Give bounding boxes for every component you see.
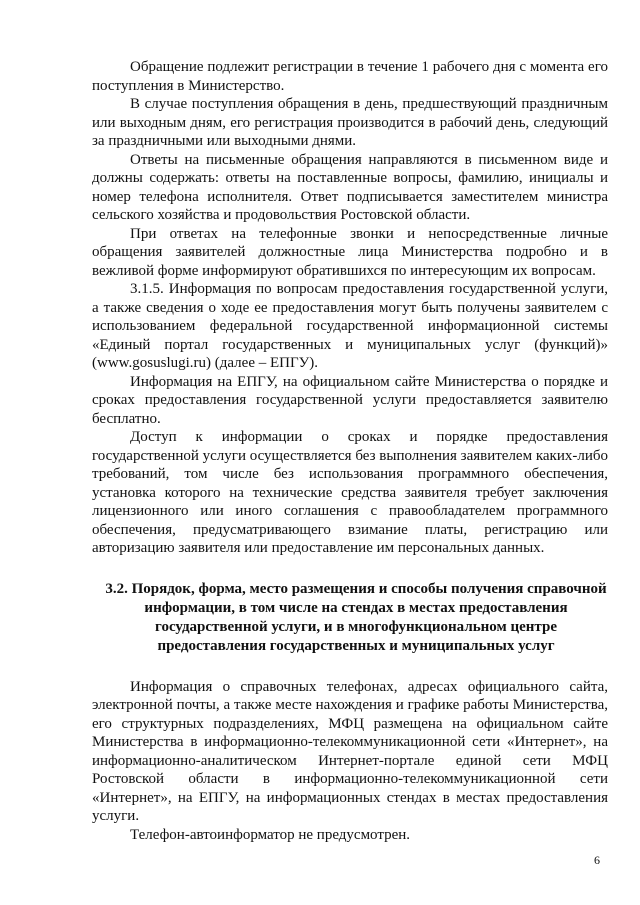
- section-heading-3-2: 3.2. Порядок, форма, место размещения и способы получения справочной информации, в том числе на стендах в местах предоставления государственной услуги, и в многофункциональном центре предоставления государственных и муниципальных услуг: [105, 580, 607, 654]
- paragraph-autoinformer: Телефон-автоинформатор не предусмотрен.: [130, 826, 411, 843]
- paragraph-epgu-info: Информация на ЕПГУ, на официальном сайте Министерства о порядке и сроках предоставления государственной услуги предоставляется заявителю бесплатно.: [92, 373, 608, 427]
- paragraph-reference-info: Информация о справочных телефонах, адресах официального сайта, электронной почты, а также месте нахождения и графике работы Министерства, его структурных подразделениях, МФЦ размещена на официальном сайте Министерства в информационно-телекоммуникационной сети «Интернет», на информационно-аналитическом Интернет-портале единой сети МФЦ Ростовской области в информационно-телекоммуникационной сети «Интернет», на ЕПГУ, на информационных стендах в местах предоставления услуги.: [92, 678, 608, 824]
- paragraph-phone-replies: При ответах на телефонные звонки и непосредственные личные обращения заявителей должностные лица Министерства подробно и в вежливой форме информируют обратившихся по интересующим их вопросам.: [92, 225, 608, 279]
- paragraph-written-replies: Ответы на письменные обращения направляются в письменном виде и должны содержать: ответы на поставленные вопросы, фамилию, инициалы и номер телефона исполнителя. Ответ подписывается заместителем министра сельского хозяйства и продовольствия Ростовской области.: [92, 151, 608, 223]
- page-number: 6: [594, 853, 600, 867]
- paragraph-registration-deadline: Обращение подлежит регистрации в течение 1 рабочего дня с момента его поступления в Министерство.: [92, 59, 608, 94]
- paragraph-holiday-registration: В случае поступления обращения в день, предшествующий праздничным или выходным дням, его регистрация производится в рабочий день, следующий за праздничными или выходными днями.: [92, 96, 608, 149]
- document-page: [92, 58, 608, 844]
- paragraph-clause-3-1-5: 3.1.5. Информация по вопросам предоставления государственной услуги, а также сведения о ходе ее предоставления могут быть получены заявителем с использованием федеральной государственной информационной системы «Единый портал государственных и муниципальных услуг (функций)» (www.gosuslugi.ru) (далее – ЕПГУ).: [92, 281, 608, 371]
- paragraph-access-info: Доступ к информации о сроках и порядке предоставления государственной услуги осуществляется без выполнения заявителем каких-либо требований, том числе без использования программного обеспечения, установка которого на технические средства заявителя требует заключения лицензионного или иного соглашения с правообладателем программного обеспечения, предусматривающего взимание платы, регистрацию или авторизацию заявителя или предоставление им персональных данных.: [92, 429, 609, 556]
